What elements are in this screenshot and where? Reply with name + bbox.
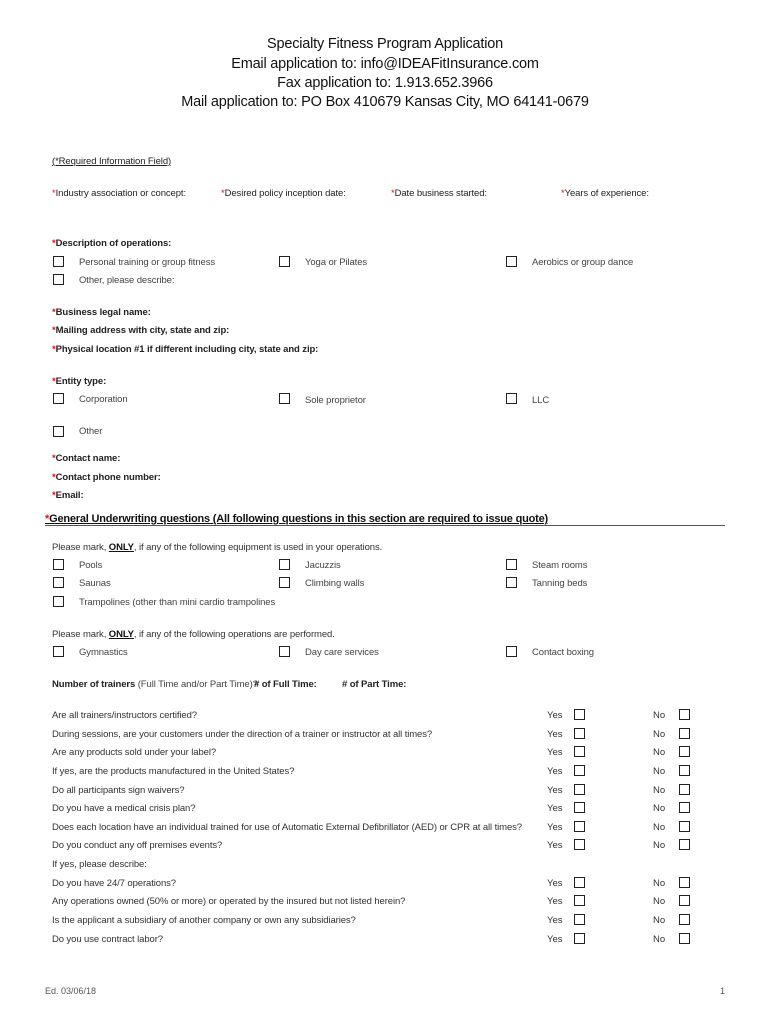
operations-intro: [52, 629, 335, 640]
no-label: No: [653, 840, 666, 851]
part-time-label: # of Part Time:: [342, 679, 407, 690]
email-label: *Email:: [52, 490, 84, 501]
question-text: Do you have a medical crisis plan?: [52, 803, 196, 814]
equipment-intro-pre: Please mark,: [52, 542, 109, 553]
corporation-label: Corporation: [79, 394, 128, 405]
yoga-label: Yoga or Pilates: [305, 257, 368, 268]
saunas-label: Saunas: [79, 578, 111, 589]
section-rule: [45, 525, 725, 526]
aerobics-label: Aerobics or group dance: [532, 257, 634, 268]
corporation-checkbox[interactable]: [53, 393, 64, 404]
yes-label: Yes: [547, 803, 563, 814]
no-checkbox[interactable]: [679, 877, 690, 888]
tanning-beds-checkbox[interactable]: [506, 577, 517, 588]
yes-checkbox[interactable]: [574, 728, 585, 739]
full-time-label: # of Full Time:: [254, 679, 317, 690]
gymnastics-checkbox[interactable]: [53, 646, 64, 657]
question-text: During sessions, are your customers under the direction of a trainer or instructor at all times?: [52, 729, 433, 740]
no-label: No: [653, 915, 666, 926]
question-text: Is the applicant a subsidiary of another company or own any subsidiaries?: [52, 915, 356, 926]
equipment-intro: [52, 542, 382, 553]
no-label: No: [653, 803, 666, 814]
saunas-checkbox[interactable]: [53, 577, 64, 588]
fax-line: Fax application to: 1.913.652.3966: [277, 75, 493, 91]
years-label: *Years of experience:: [561, 188, 649, 199]
mailing-address-label: *Mailing address with city, state and zip:: [52, 325, 230, 336]
entity-type-label: *Entity type:: [52, 376, 107, 387]
tanning-beds-label: Tanning beds: [532, 578, 588, 589]
question-text: Do you conduct any off premises events?: [52, 840, 223, 851]
contact-phone-label-text: Contact phone number:: [55, 472, 161, 483]
yes-checkbox[interactable]: [574, 914, 585, 925]
gymnastics-label: Gymnastics: [79, 647, 128, 658]
required-note: (*Required Information Field): [52, 156, 172, 167]
question-text: Do you have 24/7 operations?: [52, 878, 176, 889]
equipment-intro-post: , if any of the following equipment is used in your operations.: [133, 542, 383, 553]
years-label-text: Years of experience:: [564, 188, 649, 199]
yes-label: Yes: [547, 878, 563, 889]
pools-checkbox[interactable]: [53, 559, 64, 570]
daycare-label: Day care services: [305, 647, 379, 658]
yes-checkbox[interactable]: [574, 765, 585, 776]
contact-name-label: *Contact name:: [52, 453, 121, 464]
jacuzzis-label: Jacuzzis: [305, 560, 341, 571]
no-label: No: [653, 878, 666, 889]
sole-proprietor-checkbox[interactable]: [279, 393, 290, 404]
daycare-checkbox[interactable]: [279, 646, 290, 657]
entity-other-label: Other: [79, 426, 103, 437]
yoga-checkbox[interactable]: [279, 256, 290, 267]
yes-checkbox[interactable]: [574, 839, 585, 850]
operations-other-label: Other, please describe:: [79, 275, 175, 286]
yes-label: Yes: [547, 822, 563, 833]
no-label: No: [653, 896, 666, 907]
no-checkbox[interactable]: [679, 914, 690, 925]
yes-label: Yes: [547, 840, 563, 851]
yes-label: Yes: [547, 934, 563, 945]
no-checkbox[interactable]: [679, 765, 690, 776]
question-text: Do all participants sign waivers?: [52, 785, 185, 796]
question-text: Any operations owned (50% or more) or operated by the insured but not listed herein?: [52, 896, 406, 907]
jacuzzis-checkbox[interactable]: [279, 559, 290, 570]
email-label-text: Email:: [55, 490, 84, 501]
no-label: No: [653, 785, 666, 796]
yes-checkbox[interactable]: [574, 802, 585, 813]
operations-intro-pre: Please mark,: [52, 629, 109, 640]
contact-boxing-label: Contact boxing: [532, 647, 594, 658]
yes-checkbox[interactable]: [574, 895, 585, 906]
yes-checkbox[interactable]: [574, 746, 585, 757]
yes-checkbox[interactable]: [574, 821, 585, 832]
entity-type-label-text: Entity type:: [55, 376, 107, 387]
question-text: Do you use contract labor?: [52, 934, 163, 945]
question-text: If yes, are the products manufactured in the United States?: [52, 766, 295, 777]
yes-label: Yes: [547, 747, 563, 758]
no-checkbox[interactable]: [679, 784, 690, 795]
sole-proprietor-label: Sole proprietor: [305, 395, 366, 406]
no-checkbox[interactable]: [679, 895, 690, 906]
operations-only: ONLY: [108, 629, 134, 640]
yes-label: Yes: [547, 915, 563, 926]
yes-label: Yes: [547, 785, 563, 796]
yes-label: Yes: [547, 710, 563, 721]
form-title: Specialty Fitness Program Application: [267, 36, 503, 52]
personal-training-checkbox[interactable]: [53, 256, 64, 267]
page-number: 1: [720, 986, 726, 996]
entity-other-checkbox[interactable]: [53, 426, 64, 437]
climbing-walls-label: Climbing walls: [305, 578, 365, 589]
legal-name-label-text: Business legal name:: [55, 307, 151, 318]
underwriting-title: *General Underwriting questions (All following questions in this section are required to issue quote): [45, 513, 548, 525]
trampolines-label: Trampolines (other than mini cardio trampolines: [79, 597, 276, 608]
personal-training-label: Personal training or group fitness: [79, 257, 216, 268]
yes-checkbox[interactable]: [574, 709, 585, 720]
operations-label: *Description of operations:: [52, 238, 172, 249]
date-started-label: *Date business started:: [391, 188, 487, 199]
edition-label: Ed. 03/06/18: [45, 986, 97, 996]
contact-boxing-checkbox[interactable]: [506, 646, 517, 657]
operations-intro-post: , if any of the following operations are performed.: [133, 629, 335, 640]
date-started-label-text: Date business started:: [394, 188, 487, 199]
yes-label: Yes: [547, 729, 563, 740]
llc-label: LLC: [532, 395, 550, 406]
yes-checkbox[interactable]: [574, 933, 585, 944]
yes-label: Yes: [547, 896, 563, 907]
physical-location-label-text: Physical location #1 if different including city, state and zip:: [55, 344, 319, 355]
email-line: Email application to: info@IDEAFitInsurance.com: [231, 56, 539, 72]
industry-label-text: Industry association or concept:: [55, 188, 187, 199]
no-label: No: [653, 822, 666, 833]
trainers-label-text: Number of trainers: [52, 679, 136, 690]
aerobics-checkbox[interactable]: [506, 256, 517, 267]
operations-label-text: Description of operations:: [55, 238, 172, 249]
mail-line: Mail application to: PO Box 410679 Kansas City, MO 64141-0679: [181, 94, 589, 110]
yes-checkbox[interactable]: [574, 784, 585, 795]
yes-checkbox[interactable]: [574, 877, 585, 888]
llc-checkbox[interactable]: [506, 393, 517, 404]
no-label: No: [653, 934, 666, 945]
contact-name-label-text: Contact name:: [55, 453, 121, 464]
question-text: Are any products sold under your label?: [52, 747, 217, 758]
pools-label: Pools: [79, 560, 103, 571]
trainers-label: [52, 679, 258, 690]
question-text: Are all trainers/instructors certified?: [52, 710, 197, 721]
no-label: No: [653, 729, 666, 740]
no-checkbox[interactable]: [679, 839, 690, 850]
physical-location-label: *Physical location #1 if different including city, state and zip:: [52, 344, 319, 355]
no-checkbox[interactable]: [679, 821, 690, 832]
climbing-walls-checkbox[interactable]: [279, 577, 290, 588]
contact-phone-label: *Contact phone number:: [52, 472, 161, 483]
mailing-address-label-text: Mailing address with city, state and zip:: [55, 325, 230, 336]
question-text: Does each location have an individual trained for use of Automatic External Defibrillator (AED) or CPR at all times?: [52, 822, 522, 833]
no-checkbox[interactable]: [679, 933, 690, 944]
yes-label: Yes: [547, 766, 563, 777]
no-label: No: [653, 747, 666, 758]
no-label: No: [653, 710, 666, 721]
steam-rooms-label: Steam rooms: [532, 560, 588, 571]
legal-name-label: *Business legal name:: [52, 307, 151, 318]
operations-other-checkbox[interactable]: [53, 274, 64, 285]
no-checkbox[interactable]: [679, 728, 690, 739]
underwriting-title-text: General Underwriting questions (All following questions in this section are required to issue quote): [49, 513, 548, 525]
no-checkbox[interactable]: [679, 746, 690, 757]
steam-rooms-checkbox[interactable]: [506, 559, 517, 570]
no-checkbox[interactable]: [679, 709, 690, 720]
trainers-paren: (Full Time and/or Part Time)?: [135, 679, 258, 690]
equipment-only: ONLY: [108, 542, 134, 553]
no-label: No: [653, 766, 666, 777]
inception-label: *Desired policy inception date:: [221, 188, 346, 199]
no-checkbox[interactable]: [679, 802, 690, 813]
inception-label-text: Desired policy inception date:: [224, 188, 346, 199]
trampolines-checkbox[interactable]: [53, 596, 64, 607]
industry-label: *Industry association or concept:: [52, 188, 187, 199]
question-text: If yes, please describe:: [52, 859, 147, 870]
